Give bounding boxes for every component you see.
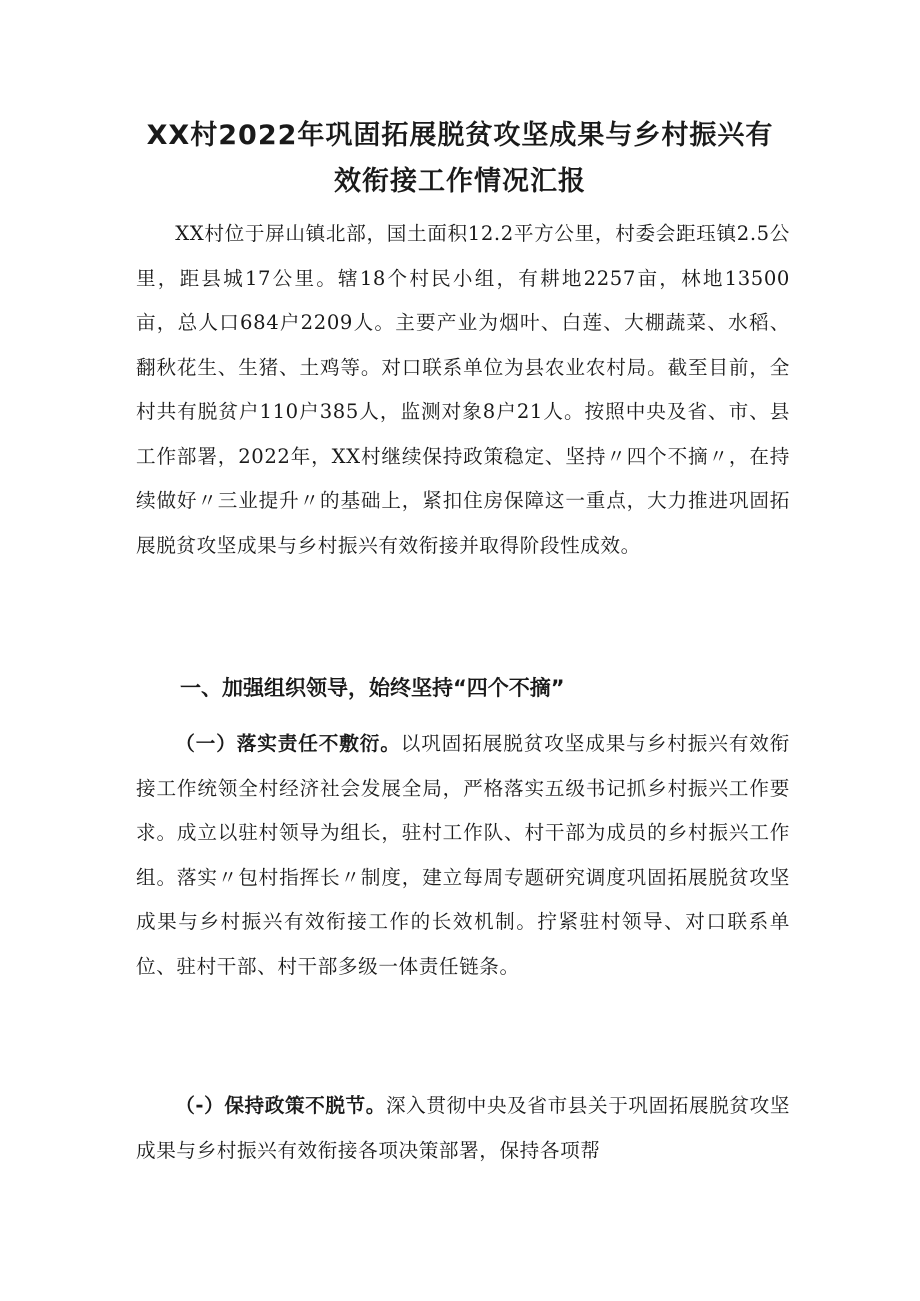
subsection-2-lead: （-）保持政策不脱节。 (175, 1094, 386, 1117)
subsection-1-paragraph (136, 722, 790, 989)
subsection-2-paragraph (136, 1084, 790, 1173)
intro-paragraph: XX村位于屏山镇北部，国土面积12.2平方公里，村委会距珏镇2.5公里，距县城17公里。辖18个村民小组，有耕地2257亩，林地13500亩，总人口684户2209人。主要产业为烟叶、白莲、大棚蔬菜、水稻、翻秋花生、生猪、土鸡等。对口联系单位为县农业农村局。截至目前，全村共有脱贫户110户385人，监测对象8户21人。按照中央及省、市、县工作部署，2022年，XX村继续保持政策稳定、坚持〃四个不摘〃，在持续做好〃三业提升〃的基础上，紧扣住房保障这一重点，大力推进巩固拓展脱贫攻坚成果与乡村振兴有效衔接并取得阶段性成效。 (136, 222, 790, 557)
subsection-2-body: 深入贯彻中央及省市县关于巩固拓展脱贫攻坚成果与乡村振兴有效衔接各项决策部署，保持各项帮 (136, 1094, 791, 1162)
subsection-1-body: 以巩固拓展脱贫攻坚成果与乡村振兴有效衔接工作统领全村经济社会发展全局，严格落实五级书记抓乡村振兴工作要求。成立以驻村领导为组长，驻村工作队、村干部为成员的乡村振兴工作组。落实〃包村指挥长〃制度，建立每周专题研究调度巩固拓展脱贫攻坚成果与乡村振兴有效衔接工作的长效机制。拧紧驻村领导、对口联系单位、驻村干部、村干部多级一体责任链条。 (136, 732, 790, 978)
document-title-line-1: XX村2022年巩固拓展脱贫攻坚成果与乡村振兴有 (146, 120, 774, 151)
document-title-line-2: 效衔接工作情况汇报 (334, 166, 586, 197)
subsection-1-lead: （一）落实责任不敷衍。 (175, 732, 401, 755)
section-1-heading: 一、加强组织领导，始终坚持“四个不摘” (180, 676, 565, 700)
